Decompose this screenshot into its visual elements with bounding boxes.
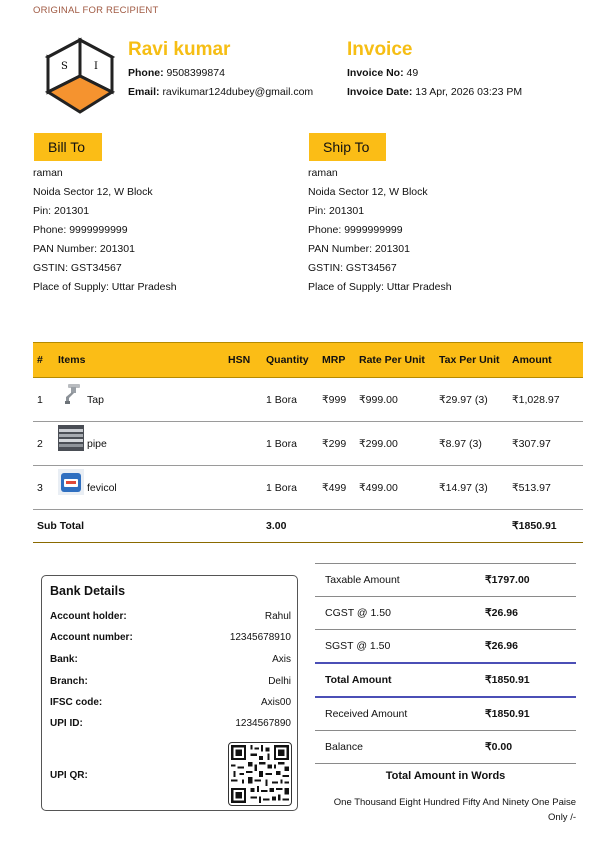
logo-letter-s: S (61, 61, 68, 72)
invoice-title: Invoice (347, 39, 413, 60)
bank-key: UPI ID: (50, 718, 83, 729)
item-rate: ₹299.00 (355, 422, 435, 466)
item-tax: ₹29.97 (3) (435, 378, 508, 422)
seller-phone-value: 9508399874 (166, 67, 225, 79)
bill-to-address (33, 164, 177, 297)
ship-to-line: GSTIN: GST34567 (308, 262, 397, 274)
logo-letter-i: I (94, 61, 98, 72)
col-header-mrp: MRP (318, 343, 355, 378)
items-header-row (33, 343, 583, 378)
col-header-number: # (33, 343, 54, 378)
bank-value: Axis (272, 654, 291, 665)
bank-key: IFSC code: (50, 697, 103, 708)
item-hsn (224, 422, 262, 466)
bank-row-account-holder (50, 611, 291, 622)
table-row (33, 422, 583, 466)
col-header-rate: Rate Per Unit (355, 343, 435, 378)
item-mrp: ₹999 (318, 378, 355, 422)
ship-to-address (308, 164, 452, 297)
item-amount: ₹307.97 (508, 422, 583, 466)
table-row (33, 378, 583, 422)
pipe-icon (58, 425, 84, 451)
company-logo (44, 36, 116, 116)
total-value: ₹1850.91 (485, 708, 530, 720)
total-key: Received Amount (325, 708, 408, 720)
item-name: Tap (87, 393, 104, 406)
total-row-taxable (315, 563, 576, 597)
bill-to-title: Bill To (34, 133, 102, 161)
bank-value: 12345678910 (229, 632, 291, 643)
bank-key: Account number: (50, 632, 133, 643)
fevicol-icon (58, 469, 84, 495)
item-cell (54, 466, 224, 510)
invoice-number (347, 67, 418, 79)
bank-row-branch (50, 676, 291, 687)
total-key: Balance (325, 741, 363, 753)
bank-value: Delhi (268, 676, 291, 687)
seller-phone (128, 67, 225, 79)
subtotal-label: Sub Total (33, 510, 262, 543)
total-value: ₹26.96 (485, 607, 518, 619)
invoice-date (347, 86, 522, 98)
bank-value: Rahul (264, 611, 291, 622)
totals-table (315, 563, 576, 764)
items-table (33, 342, 583, 543)
ship-to-line: Phone: 9999999999 (308, 224, 403, 236)
bank-details-title: Bank Details (50, 584, 126, 598)
invoice-number-label: Invoice No: (347, 67, 404, 79)
bank-key: Bank: (50, 654, 78, 665)
total-key: SGST @ 1.50 (325, 640, 391, 652)
item-tax: ₹8.97 (3) (435, 422, 508, 466)
col-header-hsn: HSN (224, 343, 262, 378)
total-key: CGST @ 1.50 (325, 607, 391, 619)
bank-value: 1234567890 (235, 718, 291, 729)
bill-to-line: Phone: 9999999999 (33, 224, 128, 236)
bill-to-line: GSTIN: GST34567 (33, 262, 122, 274)
bank-row-upi-id (50, 718, 291, 729)
item-rate: ₹999.00 (355, 378, 435, 422)
invoice-date-value: 13 Apr, 2026 03:23 PM (415, 86, 523, 98)
item-name: pipe (87, 437, 107, 450)
item-hsn (224, 378, 262, 422)
total-value: ₹1797.00 (485, 574, 530, 586)
copy-label: ORIGINAL FOR RECIPIENT (33, 5, 159, 16)
ship-to-line: Pin: 201301 (308, 205, 365, 217)
table-row (33, 466, 583, 510)
item-rate: ₹499.00 (355, 466, 435, 510)
seller-email-value: ravikumar124dubey@gmail.com (162, 86, 314, 98)
total-key: Taxable Amount (325, 574, 400, 586)
bank-row-bank (50, 654, 291, 665)
col-header-items: Items (54, 343, 224, 378)
item-name: fevicol (87, 481, 117, 494)
ship-to-line: PAN Number: 201301 (308, 243, 410, 255)
item-quantity: 1 Bora (262, 378, 318, 422)
bill-to-line: Place of Supply: Uttar Pradesh (33, 281, 177, 293)
bank-value: Axis00 (260, 697, 291, 708)
col-header-amount: Amount (508, 343, 583, 378)
ship-to-title: Ship To (309, 133, 386, 161)
invoice-number-value: 49 (406, 67, 419, 79)
bill-to-line: Pin: 201301 (33, 205, 90, 217)
qr-code-icon (228, 742, 292, 806)
row-number: 2 (33, 422, 54, 466)
seller-phone-label: Phone: (128, 67, 164, 79)
item-mrp: ₹499 (318, 466, 355, 510)
bill-to-line: raman (33, 167, 63, 179)
bank-row-ifsc (50, 697, 291, 708)
total-row-received (315, 698, 576, 731)
total-value: ₹1850.91 (485, 674, 530, 686)
item-tax: ₹14.97 (3) (435, 466, 508, 510)
total-row-total (315, 664, 576, 698)
tap-icon (58, 381, 84, 407)
row-number: 3 (33, 466, 54, 510)
item-quantity: 1 Bora (262, 422, 318, 466)
subtotal-quantity: 3.00 (262, 510, 318, 543)
total-value: ₹26.96 (485, 640, 518, 652)
item-quantity: 1 Bora (262, 466, 318, 510)
bank-row-account-number (50, 632, 291, 643)
bank-key: Branch: (50, 676, 88, 687)
item-amount: ₹513.97 (508, 466, 583, 510)
ship-to-line: raman (308, 167, 338, 179)
total-row-sgst (315, 630, 576, 664)
total-key: Total Amount (325, 674, 392, 686)
subtotal-amount: ₹1850.91 (508, 510, 583, 543)
amount-in-words: One Thousand Eight Hundred Fifty And Ninety One Paise Only /- (333, 797, 576, 823)
bill-to-line: Noida Sector 12, W Block (33, 186, 153, 198)
seller-email-label: Email: (128, 86, 160, 98)
bill-to-line: PAN Number: 201301 (33, 243, 135, 255)
total-value: ₹0.00 (485, 741, 513, 753)
item-amount: ₹1,028.97 (508, 378, 583, 422)
total-row-balance (315, 731, 576, 764)
seller-name: Ravi kumar (128, 39, 231, 60)
item-mrp: ₹299 (318, 422, 355, 466)
amount-in-words-title: Total Amount in Words (385, 770, 506, 782)
ship-to-line: Place of Supply: Uttar Pradesh (308, 281, 452, 293)
bank-details-box (41, 575, 298, 811)
item-cell (54, 422, 224, 466)
invoice-date-label: Invoice Date: (347, 86, 413, 98)
seller-email (128, 86, 313, 98)
subtotal-row (33, 510, 583, 543)
bank-key: Account holder: (50, 611, 127, 622)
col-header-tax: Tax Per Unit (435, 343, 508, 378)
bank-row-upi-qr (50, 770, 217, 781)
col-header-quantity: Quantity (262, 343, 318, 378)
ship-to-line: Noida Sector 12, W Block (308, 186, 428, 198)
row-number: 1 (33, 378, 54, 422)
item-cell (54, 378, 224, 422)
item-hsn (224, 466, 262, 510)
bank-key: UPI QR: (50, 770, 88, 781)
total-row-cgst (315, 597, 576, 630)
